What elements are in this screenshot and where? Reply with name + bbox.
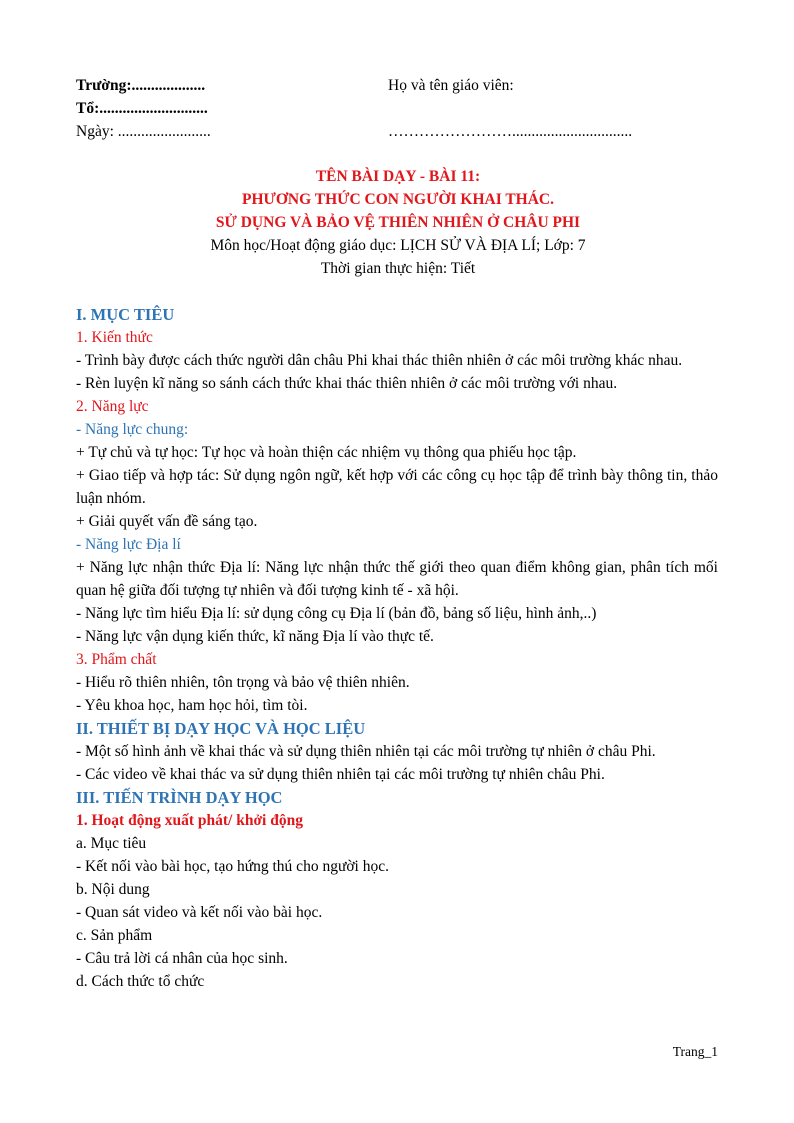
paragraph: - Rèn luyện kĩ năng so sánh cách thức khai thác thiên nhiên ở các môi trường với nhau.	[76, 375, 618, 392]
paragraph: + Năng lực nhận thức Địa lí: Năng lực nhận thức thế giới theo quan điểm không gian, phân tích mối quan hệ giữa đối tượng tự nhiên và đối tượng kinh tế - xã hội.	[76, 559, 718, 599]
paragraph: - Câu trả lời cá nhân của học sinh.	[76, 950, 288, 967]
lesson-title-line1: TÊN BÀI DẠY - BÀI 11:	[315, 168, 481, 185]
subheading-competence: 2. Năng lực	[76, 398, 149, 415]
paragraph: + Giải quyết vấn đề sáng tạo.	[76, 513, 258, 530]
subheading-geography-competence: - Năng lực Địa lí	[76, 536, 181, 553]
subject-line: Môn học/Hoạt động giáo dục: LỊCH SỬ VÀ ĐỊA LÍ; Lớp: 7	[210, 237, 586, 254]
item-label: d. Cách thức tổ chức	[76, 973, 205, 990]
school-field: Trường:...................	[76, 77, 206, 94]
lesson-body	[76, 303, 718, 993]
item-label: c. Sản phẩm	[76, 927, 153, 944]
subheading-knowledge: 1. Kiến thức	[76, 329, 153, 346]
paragraph: - Năng lực tìm hiểu Địa lí: sử dụng công cụ Địa lí (bản đồ, bảng số liệu, hình ảnh,..)	[76, 605, 597, 622]
lesson-title-line2: PHƯƠNG THỨC CON NGƯỜI KHAI THÁC.	[241, 191, 555, 208]
paragraph: + Giao tiếp và hợp tác: Sử dụng ngôn ngữ, kết hợp với các công cụ học tập để trình bày thông tin, thảo luận nhóm.	[76, 467, 718, 507]
paragraph: + Tự chủ và tự học: Tự học và hoàn thiện các nhiệm vụ thông qua phiếu học tập.	[76, 444, 577, 461]
paragraph: - Quan sát video và kết nối vào bài học.	[76, 904, 323, 921]
paragraph: - Một số hình ảnh về khai thác và sử dụng thiên nhiên tại các môi trường tự nhiên ở châu Phi.	[76, 743, 656, 760]
subheading-qualities: 3. Phẩm chất	[76, 651, 157, 668]
date-field: Ngày: ........................	[76, 123, 211, 140]
subheading-general-competence: - Năng lực chung:	[76, 421, 189, 438]
page-number: Trang_1	[672, 1044, 718, 1059]
paragraph: - Các video về khai thác va sử dụng thiên nhiên tại các môi trường tự nhiên châu Phi.	[76, 766, 605, 783]
lesson-title-block	[60, 165, 736, 280]
paragraph: - Kết nối vào bài học, tạo hứng thú cho người học.	[76, 858, 389, 875]
teacher-name-field: ……………………...............................	[388, 123, 633, 140]
section-heading-equipment: II. THIẾT BỊ DẠY HỌC VÀ HỌC LIỆU	[76, 719, 366, 738]
paragraph: - Năng lực vận dụng kiến thức, kĩ năng Địa lí vào thực tế.	[76, 628, 434, 645]
header-right	[388, 74, 632, 143]
paragraph: - Hiểu rõ thiên nhiên, tôn trọng và bảo vệ thiên nhiên.	[76, 674, 410, 691]
time-line: Thời gian thực hiện: Tiết	[320, 260, 476, 277]
paragraph: - Yêu khoa học, ham học hỏi, tìm tòi.	[76, 697, 308, 714]
group-field: Tổ:............................	[76, 100, 208, 117]
paragraph: - Trình bày được cách thức người dân châu Phi khai thác thiên nhiên ở các môi trường khác nhau.	[76, 352, 683, 369]
item-label: a. Mục tiêu	[76, 835, 147, 852]
header-left	[76, 74, 211, 143]
activity-heading-warmup: 1. Hoạt động xuất phát/ khởi động	[76, 812, 303, 829]
lesson-title-line3: SỬ DỤNG VÀ BẢO VỆ THIÊN NHIÊN Ở CHÂU PHI	[215, 214, 581, 231]
teacher-label: Họ và tên giáo viên:	[388, 77, 514, 94]
section-heading-objectives: I. MỤC TIÊU	[76, 305, 175, 324]
item-label: b. Nội dung	[76, 881, 150, 898]
section-heading-procedure: III. TIẾN TRÌNH DẠY HỌC	[76, 788, 283, 807]
